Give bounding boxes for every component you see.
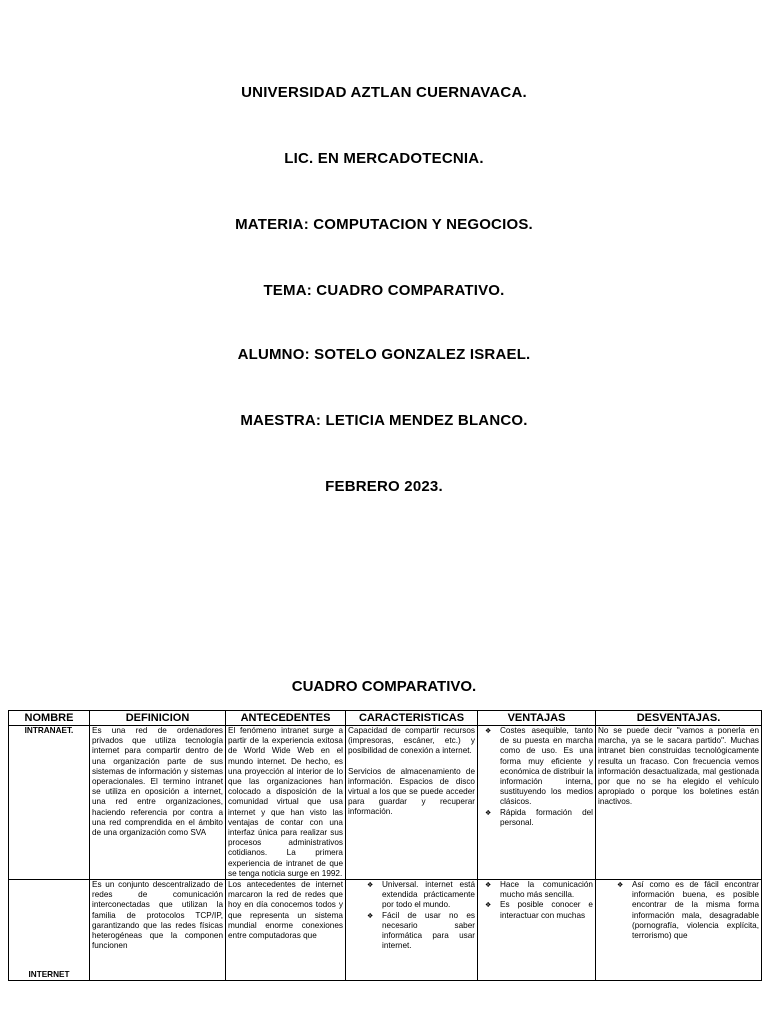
- header-definicion: DEFINICION: [90, 711, 226, 726]
- student-line: ALUMNO: SOTELO GONZALEZ ISRAEL.: [237, 346, 531, 363]
- table-row: [9, 726, 762, 880]
- intranet-characteristics-2: Servicios de almacenamiento de información. Espacios de disco virtual a los que se puede acceder para guardar y recuperar información.: [348, 766, 475, 817]
- list-item: ❖ Costes asequible, tanto de su puesta en marcha como de uso. Es una forma muy eficiente y económica de distribuir la información interna, sustituyendo los medios clásicos.: [500, 726, 593, 808]
- internet-background: Los antecedentes de internet marcaron la red de redes que hoy en día conocemos todos y que representa un sistema mundial enorme conexiones entre computadoras que: [226, 880, 346, 981]
- list-item: ❖ Así como es de fácil encontrar información buena, es posible encontrar de la misma forma información mala, desagradable (pornografía, violencia explícita, terrorismo) que: [632, 880, 759, 941]
- degree-name: LIC. EN MERCADOTECNIA.: [284, 150, 484, 167]
- header-desventajas: DESVENTAJAS.: [596, 711, 762, 726]
- internet-advantages: [478, 880, 596, 981]
- list-item: ❖ Rápida formación del personal.: [500, 808, 593, 828]
- internet-definition: Es un conjunto descentralizado de redes de comunicación interconectadas que utilizan la familia de protocolos TCP/IP, garantizando que las redes físicas heterogéneas que la componen funcionen: [90, 880, 226, 981]
- date-line: FEBRERO 2023.: [325, 478, 443, 495]
- university-name: UNIVERSIDAD AZTLAN CUERNAVACA.: [241, 84, 527, 101]
- intranet-background: El fenómeno intranet surge a partir de la experiencia exitosa de World Wide Web en el mundo internet. De hecho, es una proyección al interior de lo que las organizaciones han colocado a disposición de la comunidad virtual que usa internet y que han visto las ventajas de contar con una interfaz única para realizar sus procesos administrativos cotidianos. La primera experiencia de intranet de que se tenga noticia surge en 1992.: [226, 726, 346, 880]
- header-nombre: NOMBRE: [9, 711, 90, 726]
- internet-disadvantages: [596, 880, 762, 981]
- subject-line: MATERIA: COMPUTACION Y NEGOCIOS.: [235, 216, 533, 233]
- comparison-table: [8, 710, 762, 981]
- intranet-characteristics: [346, 726, 478, 880]
- row-name-internet: INTERNET: [9, 880, 90, 981]
- table-row: [9, 880, 762, 981]
- row-name-intranet: INTRANAET.: [9, 726, 90, 880]
- teacher-line: MAESTRA: LETICIA MENDEZ BLANCO.: [240, 412, 528, 429]
- internet-characteristics: [346, 880, 478, 981]
- intranet-characteristics-1: Capacidad de compartir recursos (impresoras, escáner, etc.) y posibilidad de conexión a internet.: [348, 726, 475, 756]
- intranet-definition: Es una red de ordenadores privados que utiliza tecnología internet para compartir dentro de una organización parte de sus sistemas de información y sistemas operacionales. El termino intranet se utiliza en oposición a internet, una red entre organizaciones, haciendo referencia por contra a una red comprendida en el ámbito de una organización como SVA: [90, 726, 226, 880]
- topic-line: TEMA: CUADRO COMPARATIVO.: [263, 282, 505, 299]
- list-item: ❖ Es posible conocer e interactuar con muchas: [500, 900, 593, 920]
- intranet-advantages: [478, 726, 596, 880]
- header-antecedentes: ANTECEDENTES: [226, 711, 346, 726]
- header-ventajas: VENTAJAS: [478, 711, 596, 726]
- list-item: ❖ Fácil de usar no es necesario saber informática para usar internet.: [382, 911, 475, 952]
- list-item: ❖ Universal. internet está extendida prácticamente por todo el mundo.: [382, 880, 475, 911]
- table-header-row: [9, 711, 762, 726]
- intranet-disadvantages: No se puede decir "vamos a ponerla en marcha, ya se le sacara partido". Muchas intranet bien construidas tecnológicamente resulta un fracaso. Con frecuencia vemos información desactualizada, mal gestionada por que no se ha elegido el vehículo apropiado o porque los boletines están inactivos.: [596, 726, 762, 880]
- list-item: ❖ Hace la comunicación mucho más sencilla.: [500, 880, 593, 900]
- header-caracteristicas: CARACTERISTICAS: [346, 711, 478, 726]
- table-title: CUADRO COMPARATIVO.: [291, 678, 477, 695]
